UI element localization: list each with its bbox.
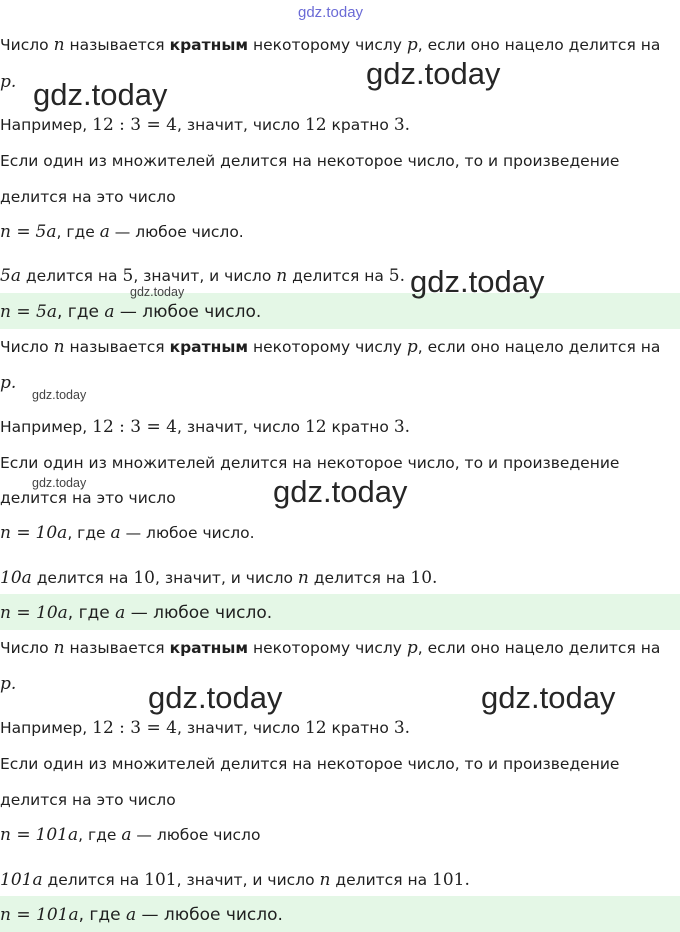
- text: , где: [67, 603, 110, 623]
- math: 10: [133, 568, 155, 588]
- text: — любое число.: [130, 603, 273, 623]
- text: , значит, и число: [176, 871, 315, 889]
- text: , если оно нацело делится на: [417, 338, 661, 356]
- math: n =: [0, 603, 31, 623]
- bold-term: кратным: [169, 36, 249, 54]
- example-line: [0, 115, 410, 135]
- definition-line: [0, 337, 660, 357]
- text: кратно: [331, 719, 389, 737]
- definition-line: [0, 638, 660, 658]
- math-example: 12 : 3 = 4: [92, 115, 177, 135]
- answer-line: [0, 905, 283, 925]
- math-n: n: [53, 35, 65, 55]
- math-example: 12 : 3 = 4: [92, 718, 177, 738]
- math: 5: [122, 266, 134, 286]
- math: 3.: [393, 417, 411, 437]
- answer-line: [0, 603, 272, 623]
- text: Число: [0, 639, 49, 657]
- rule-line: Если один из множителей делится на некоторое число, то и произведение: [0, 454, 620, 472]
- text: называется: [69, 36, 165, 54]
- text: Например,: [0, 418, 88, 436]
- watermark: gdz.today: [366, 56, 501, 91]
- conclusion-line: 101a делится на 101, значит, и число n делится на 101.: [0, 870, 470, 890]
- text: Например,: [0, 719, 88, 737]
- math: n: [319, 870, 331, 890]
- watermark: gdz.today: [148, 680, 283, 715]
- rule-line: Если один из множителей делится на некоторое число, то и произведение: [0, 755, 620, 773]
- math: 101: [144, 870, 177, 890]
- text: , если оно нацело делится на: [417, 639, 661, 657]
- text: Число: [0, 36, 49, 54]
- math: 101a: [0, 870, 43, 890]
- watermark: gdz.today: [32, 476, 87, 490]
- math: 10a: [0, 568, 32, 588]
- text: кратно: [331, 116, 389, 134]
- rule-line: делится на это число: [0, 791, 176, 809]
- text: некоторому числу: [252, 36, 402, 54]
- watermark: gdz.today: [481, 680, 616, 715]
- text: делится на: [36, 569, 129, 587]
- math: 101: [432, 870, 465, 890]
- text: делится на: [335, 871, 428, 889]
- math: 5a: [0, 266, 21, 286]
- math: a: [104, 302, 115, 322]
- math: 5: [388, 266, 400, 286]
- text: — любое число.: [125, 524, 255, 542]
- text: — любое число.: [141, 905, 283, 925]
- formula-line: [0, 523, 255, 543]
- math: 10a: [36, 603, 68, 623]
- math: 3.: [393, 718, 411, 738]
- text: , если оно нацело делится на: [417, 36, 661, 54]
- text: называется: [69, 639, 165, 657]
- text: , где: [67, 524, 106, 542]
- math: 10a: [35, 523, 68, 543]
- math: 101a: [36, 905, 79, 925]
- text: , значит, число: [177, 418, 300, 436]
- text: , значит, число: [177, 719, 300, 737]
- math: 5a: [36, 302, 57, 322]
- watermark: gdz.today: [130, 285, 185, 299]
- text: , где: [78, 905, 121, 925]
- watermark-top: gdz.today: [298, 4, 364, 21]
- math: n =: [0, 825, 31, 845]
- math-example: 12 : 3 = 4: [92, 417, 177, 437]
- math-p: p: [406, 638, 418, 658]
- math: n =: [0, 523, 31, 543]
- math-p: p: [406, 35, 418, 55]
- example-line: [0, 417, 410, 437]
- bold-term: кратным: [169, 639, 249, 657]
- watermark: gdz.today: [273, 474, 408, 509]
- definition-tail: p.: [0, 373, 17, 393]
- text: делится на: [313, 569, 406, 587]
- text: , где: [56, 302, 99, 322]
- math: a: [110, 523, 121, 543]
- answer-line: [0, 302, 261, 322]
- conclusion-line: 10a делится на 10, значит, и число n делится на 10.: [0, 568, 438, 588]
- math: n =: [0, 905, 31, 925]
- math: n =: [0, 302, 31, 322]
- formula-line: [0, 825, 260, 845]
- math: 12: [304, 417, 327, 437]
- math: 5a: [35, 222, 57, 242]
- math: 101a: [35, 825, 79, 845]
- definition-tail: p.: [0, 72, 17, 92]
- definition-line: [0, 35, 660, 55]
- text: делится на: [25, 267, 118, 285]
- watermark: gdz.today: [32, 388, 87, 402]
- bold-term: кратным: [169, 338, 249, 356]
- math: n: [276, 266, 288, 286]
- math: a: [115, 603, 126, 623]
- conclusion-line: 5a делится на 5, значит, и число n делится на 5.: [0, 266, 405, 286]
- example-line: [0, 718, 410, 738]
- math: 10: [410, 568, 433, 588]
- rule-line: делится на это число: [0, 188, 176, 206]
- math: a: [99, 222, 110, 242]
- definition-tail: p.: [0, 674, 17, 694]
- text: — любое число: [136, 826, 261, 844]
- text: — любое число.: [119, 302, 262, 322]
- math: n: [297, 568, 309, 588]
- text: некоторому числу: [252, 338, 402, 356]
- text: называется: [69, 338, 165, 356]
- math: 3.: [393, 115, 411, 135]
- math-n: n: [53, 337, 65, 357]
- text: — любое число.: [114, 223, 244, 241]
- text: делится на: [47, 871, 140, 889]
- math: a: [121, 825, 132, 845]
- text: , значит, и число: [133, 267, 272, 285]
- text: , значит, и число: [154, 569, 293, 587]
- rule-line: Если один из множителей делится на некоторое число, то и произведение: [0, 152, 620, 170]
- text: Число: [0, 338, 49, 356]
- text: кратно: [331, 418, 389, 436]
- text: , где: [78, 826, 117, 844]
- math: 12: [304, 718, 327, 738]
- text: некоторому числу: [252, 639, 402, 657]
- math-n: n: [53, 638, 65, 658]
- math: n =: [0, 222, 31, 242]
- text: , значит, число: [177, 116, 300, 134]
- math: 12: [304, 115, 327, 135]
- watermark: gdz.today: [410, 264, 545, 299]
- rule-line: делится на это число: [0, 489, 176, 507]
- text: Например,: [0, 116, 88, 134]
- watermark: gdz.today: [33, 77, 168, 112]
- text: , где: [56, 223, 95, 241]
- math: a: [125, 905, 137, 925]
- text: делится на: [292, 267, 384, 285]
- math-p: p: [406, 337, 418, 357]
- formula-line: [0, 222, 244, 242]
